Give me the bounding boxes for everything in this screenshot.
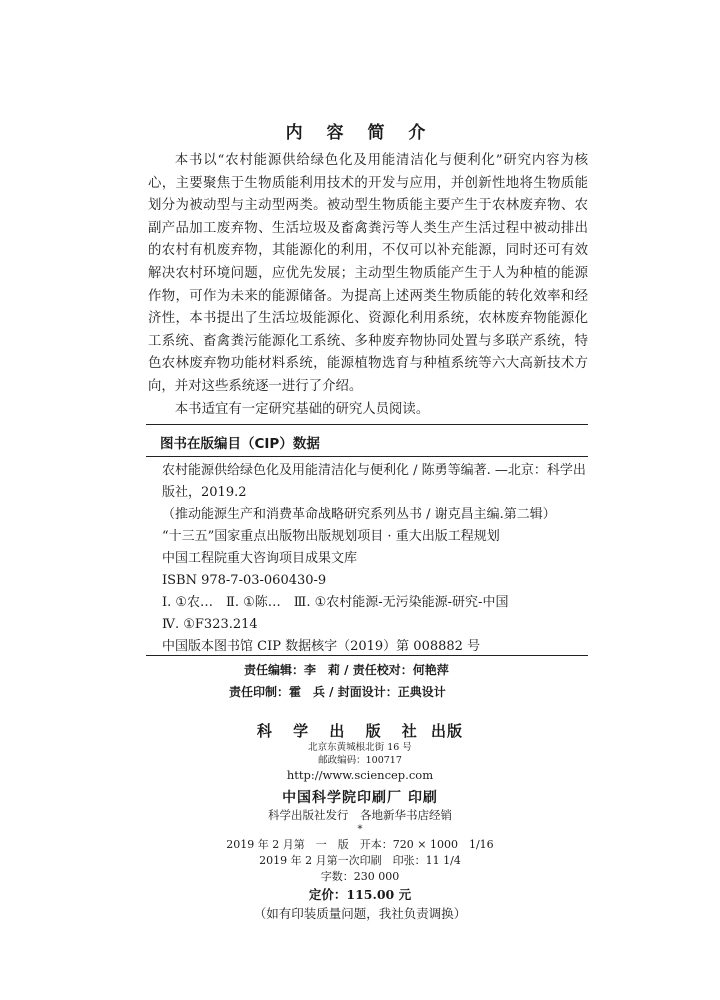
cip-project-line: “十三五”国家重点出版物出版规划项目 · 重大出版工程规划	[162, 529, 500, 544]
cip-series-line: （推动能源生产和消费革命战略研究系列丛书 / 谢克昌主编.第二辑）	[162, 507, 556, 522]
printer-name: 中国科学院印刷厂	[282, 790, 403, 806]
publisher-address: 北京东黄城根北街 16 号	[308, 742, 412, 753]
printer-line	[0, 787, 720, 807]
printer-suffix: 印刷	[407, 790, 438, 806]
price-line: 定价：115.00 元	[308, 887, 412, 902]
summary-paragraph: 本书以“农村能源供给绿色化及用能清洁化与便利化”研究内容为核心，主要聚焦于生物质能利用技术的开发与应用，并创新性地将生物质能划分为被动型与主动型两类。被动型生物质能主要产生于农林废弃物、农副产品加工废弃物、生活垃圾及畜禽粪污等人类生产生活过程中被动排出的农村有机废弃物，其能源化的利用，不仅可以补充能源，同时还可有效解决农村环境问题，应优先发展；主动型生物质能产生于人为种植的能源作物，可作为未来的能源储备。为提高上述两类生物质能的转化效率和经济性，本书提出了生活垃圾能源化、资源化利用系统，农林废弃物能源化工系统、畜禽粪污能源化工系统、多种废弃物协同处置与多联产系统，特色农林废弃物功能材料系统，能源植物选育与种植系统等六大高新技术方向，并对这些系统逐一进行了介绍。	[148, 153, 588, 394]
cip-isbn-line: ISBN 978-7-03-060430-9	[162, 573, 327, 588]
publisher-block	[0, 720, 720, 923]
publisher-name-line	[0, 720, 720, 741]
distribution-line: 科学出版社发行 各地新华书店经销	[268, 808, 452, 822]
cip-heading: 图书在版编目（CIP）数据	[160, 436, 320, 452]
cip-divider	[146, 456, 588, 457]
page-title: 内 容 简 介	[285, 123, 435, 143]
quality-notice: （如有印装质量问题，我社负责调换）	[253, 906, 467, 921]
printing-line: 2019 年 2 月第一次印刷 印张：11 1/4	[259, 854, 461, 867]
cip-title-line: 农村能源供给绿色化及用能清洁化与便利化 / 陈勇等编著. —北京：科学出版社，2019.2	[162, 463, 586, 500]
cip-classification-line: Ⅰ. ①农… Ⅱ. ①陈… Ⅲ. ①农村能源-无污染能源-研究-中国	[162, 595, 509, 610]
editor-credit-line: 责任编辑：李 莉 / 责任校对：何艳萍	[244, 663, 449, 677]
edition-line: 2019 年 2 月第 一 版 开本：720 × 1000 1/16	[226, 838, 494, 851]
cip-registration-line: 中国版本图书馆 CIP 数据核字（2019）第 008882 号	[162, 639, 481, 654]
publisher-name-suffix: 出版	[431, 722, 464, 740]
word-count-line: 字数：230 000	[320, 870, 400, 883]
publisher-postcode: 邮政编码：100717	[318, 755, 402, 766]
cip-data-box	[146, 424, 588, 656]
printing-credit-line: 责任印制：霍 兵 / 封面设计：正典设计	[229, 685, 446, 699]
publisher-name: 科 学 出 版 社	[256, 722, 425, 740]
cip-class-number-line: Ⅳ. ①F323.214	[162, 617, 258, 632]
cip-library-line: 中国工程院重大咨询项目成果文库	[162, 551, 358, 566]
separator-mark: *	[357, 824, 363, 835]
cip-body	[146, 460, 588, 658]
content-summary	[148, 150, 588, 421]
publisher-url: http://www.sciencep.com	[286, 768, 434, 782]
summary-audience: 本书适宜有一定研究基础的研究人员阅读。	[174, 401, 430, 417]
